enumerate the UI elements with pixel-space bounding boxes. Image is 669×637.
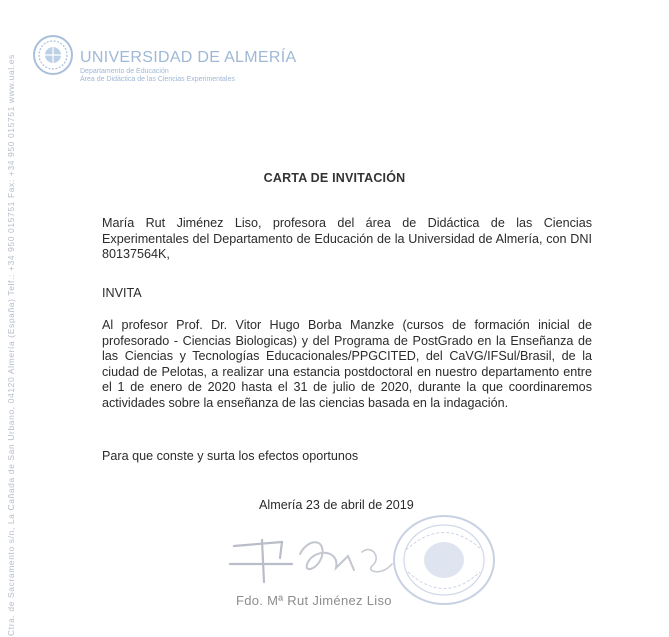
signed-by: Fdo. Mª Rut Jiménez Liso [236, 593, 392, 608]
letter-date: Almería 23 de abril de 2019 [259, 498, 414, 512]
intro-paragraph: María Rut Jiménez Liso, profesora del área de Didáctica de las Ciencias Experimentales del Departamento de Educación de la Universidad de Almería, con DNI 80137564K, [102, 216, 592, 261]
invita-heading: INVITA [102, 286, 142, 300]
closing-paragraph: Para que conste y surta los efectos oportunos [102, 449, 359, 463]
letter-title: CARTA DE INVITACIÓN [263, 171, 406, 185]
university-logo-icon [32, 34, 74, 76]
side-address: Ctra. de Sacramento s/n, La Cañada de San Urbano, 04120 Almería (España) Telf.: +34 950 015751 Fax: +34 950 015751 www.ual.es [6, 54, 16, 636]
area-name: Área de Didáctica de las Ciencias Experimentales [80, 76, 235, 83]
department-name: Departamento de Educación [80, 68, 169, 75]
invitation-paragraph: Al profesor Prof. Dr. Vitor Hugo Borba Manzke (cursos de formación inicial de profesorado - Ciencias Biologicas) y del Programa de PostGrado en la Enseñanza de las Ciencias y Tecnologías Educacionales/PPGCITED, del CaVG/IFSul/Brasil, de la ciudad de Pelotas, a realizar una estancia postdoctoral en nuestro departamento entre el 1 de enero de 2020 hasta el 31 de julio de 2020, durante la que coordinaremos actividades sobre la enseñanza de las ciencias basada en la indagación. [102, 318, 592, 410]
university-name: UNIVERSIDAD DE ALMERÍA [80, 49, 297, 66]
handwritten-signature-icon [222, 524, 422, 588]
